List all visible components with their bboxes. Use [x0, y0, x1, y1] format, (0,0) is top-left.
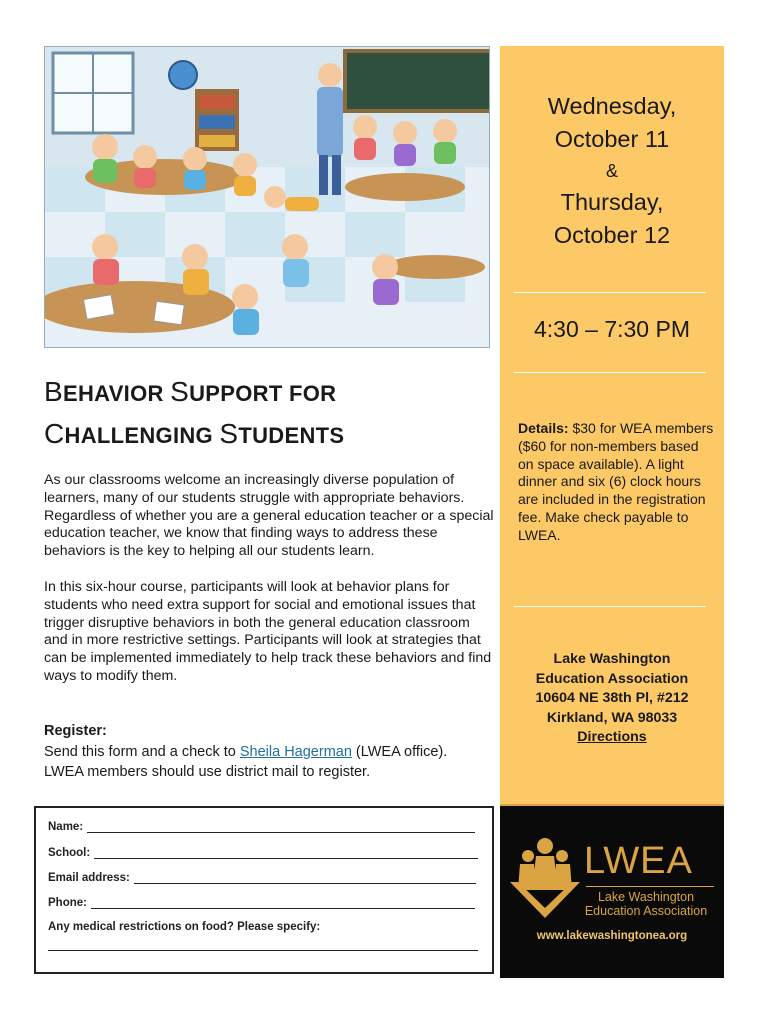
event-sidebar [500, 46, 724, 804]
name-field[interactable] [48, 820, 475, 833]
registration-form [34, 806, 494, 974]
title-letter: B [44, 376, 63, 407]
classroom-illustration [44, 46, 490, 348]
street-address: 10604 NE 38th Pl, #212 [535, 690, 689, 707]
name-label: Name: [48, 821, 84, 833]
register-instructions [44, 742, 504, 782]
phone-field[interactable] [48, 896, 475, 909]
page-title [44, 372, 484, 456]
brand-full-name [572, 890, 720, 918]
title-word: HALLENGING [64, 423, 220, 448]
divider [514, 292, 706, 293]
brand-divider [586, 886, 714, 887]
email-line[interactable] [134, 871, 476, 884]
intro-paragraph: As our classrooms welcome an increasingly diverse population of learners, many of our students struggle with appropriate behaviors. Regardless of whether you are a general education teacher or a special education teacher, we know that finding ways to address these behaviors is the key to helping all our students learn. [44, 472, 494, 560]
phone-line[interactable] [91, 896, 475, 909]
contact-link[interactable]: Sheila Hagerman [239, 744, 352, 760]
register-text: Send this form and a check to [44, 744, 240, 760]
school-label: School: [48, 847, 91, 859]
date1-day: Wednesday, [547, 93, 677, 119]
brand-name-line2: Education Association [584, 904, 708, 918]
title-letter: C [44, 418, 65, 449]
register-text: (LWEA office). [351, 744, 448, 760]
event-details [518, 420, 714, 545]
email-field[interactable] [48, 871, 476, 884]
event-time: 4:30 – 7:30 PM [534, 316, 690, 342]
register-note: LWEA members should use district mail to register. [44, 764, 371, 780]
register-heading: Register: [44, 723, 107, 739]
org-address [500, 650, 724, 748]
title-word: TUDENTS [238, 423, 345, 448]
email-label: Email address: [48, 872, 130, 884]
school-field[interactable] [48, 846, 478, 859]
medical-line[interactable] [48, 938, 478, 951]
city-address: Kirkland, WA 98033 [546, 709, 678, 726]
title-letter: S [170, 376, 190, 407]
date2-date: October 12 [553, 222, 671, 248]
directions-link[interactable]: Directions [577, 729, 647, 746]
details-label: Details: [518, 420, 569, 436]
school-line[interactable] [94, 846, 478, 859]
date1-date: October 11 [554, 126, 670, 152]
org-name-line2: Education Association [535, 670, 689, 687]
course-paragraph: In this six-hour course, participants will look at behavior plans for students who need extra support for social and emotional issues that trigger disruptive behaviors in both the general education classroom and in more restrictive settings. Participants will look at strategies that can be implemented immediately to help track these behaviors and find ways to modify them. [44, 579, 492, 684]
name-line[interactable] [87, 820, 475, 833]
org-name-line1: Lake Washington [553, 651, 671, 667]
brand-name-line1: Lake Washington [597, 890, 695, 904]
medical-label: Any medical restrictions on food? Please specify: [48, 921, 321, 933]
title-word: UPPORT FOR [189, 381, 337, 406]
website-link[interactable]: www.lakewashingtonea.org [536, 930, 688, 942]
brand-wordmark: LWEA [584, 840, 693, 882]
medical-answer[interactable] [48, 938, 478, 951]
divider [514, 372, 706, 373]
people-figures-logo-icon [508, 836, 582, 922]
date2-day: Thursday, [560, 189, 664, 215]
event-dates [500, 90, 724, 252]
divider [514, 606, 706, 607]
date-ampersand: & [605, 161, 618, 181]
title-letter: S [219, 418, 239, 449]
details-text: $30 for WEA members ($60 for non-members based on space available). A light dinner and six (6) clock hours are included in the registration fee. Make check payable to LWEA. [518, 420, 714, 543]
phone-label: Phone: [48, 897, 87, 909]
medical-field [48, 921, 320, 933]
lwea-logo-box [500, 804, 724, 978]
title-word: EHAVIOR [62, 381, 171, 406]
